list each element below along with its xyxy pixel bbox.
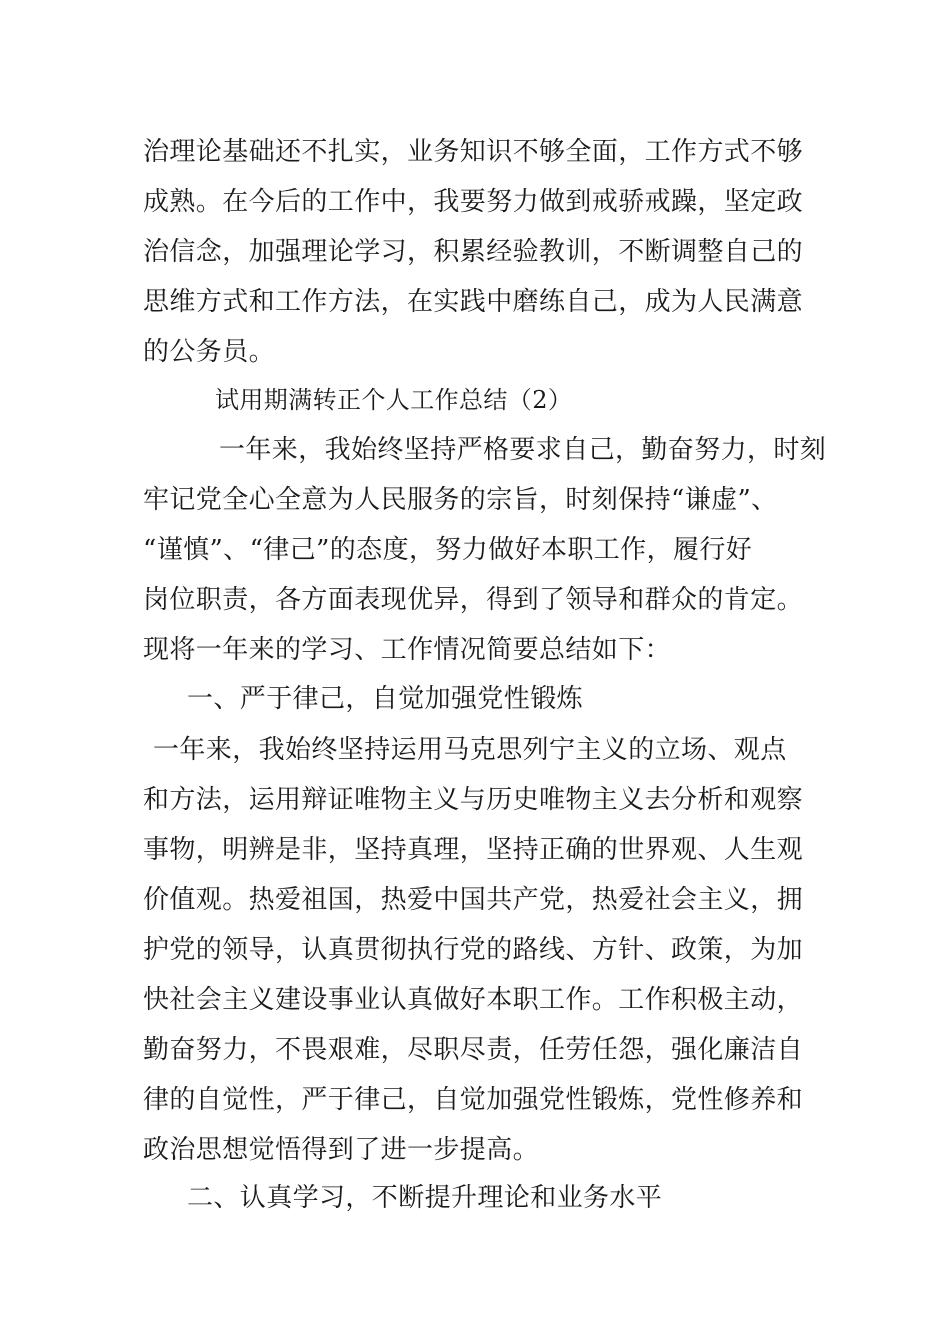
heading-two: 二、认真学习，不断提升理论和业务水平 (187, 1183, 663, 1213)
text-line: 现将一年来的学习、工作情况简要总结如下： (143, 635, 672, 665)
text-line: 思维方式和工作方法，在实践中磨练自己，成为人民满意 (143, 287, 804, 317)
text-line: 快社会主义建设事业认真做好本职工作。工作积极主动， (143, 985, 804, 1015)
text-line: 的公务员。 (143, 337, 276, 367)
heading-one: 一、严于律己，自觉加强党性锻炼 (187, 684, 584, 714)
text-line: 事物，明辨是非，坚持真理，坚持正确的世界观、人生观 (143, 835, 804, 865)
text-line: “谨慎”、“律己”的态度，努力做好本职工作，履行好 (143, 535, 753, 565)
text-line: 和方法，运用辩证唯物主义与历史唯物主义去分析和观察 (143, 785, 804, 815)
paragraph-first-line: 一年来，我始终坚持运用马克思列宁主义的立场、观点 (153, 735, 787, 765)
text-line: 价值观。热爱祖国，热爱中国共产党，热爱社会主义，拥 (143, 885, 804, 915)
text-line: 牢记党全心全意为人民服务的宗旨，时刻保持“谦虚”、 (143, 485, 778, 515)
text-line: 护党的领导，认真贯彻执行党的路线、方针、政策，为加 (143, 935, 804, 965)
section-title: 试用期满转正个人工作总结（2） (215, 386, 573, 414)
paragraph-first-line: 一年来，我始终坚持严格要求自己，勤奋努力，时刻 (219, 435, 827, 465)
text-line: 勤奋努力，不畏艰难，尽职尽责，任劳任怨，强化廉洁自 (143, 1035, 804, 1065)
text-line: 治理论基础还不扎实，业务知识不够全面，工作方式不够 (143, 137, 804, 167)
text-line: 成熟。在今后的工作中，我要努力做到戒骄戒躁，坚定政 (143, 187, 804, 217)
text-line: 律的自觉性，严于律己，自觉加强党性锻炼，党性修养和 (143, 1085, 804, 1115)
text-line: 治信念，加强理论学习，积累经验教训，不断调整自己的 (143, 237, 804, 267)
text-line: 政治思想觉悟得到了进一步提高。 (143, 1135, 540, 1165)
text-line: 岗位职责，各方面表现优异，得到了领导和群众的肯定。 (143, 585, 804, 615)
